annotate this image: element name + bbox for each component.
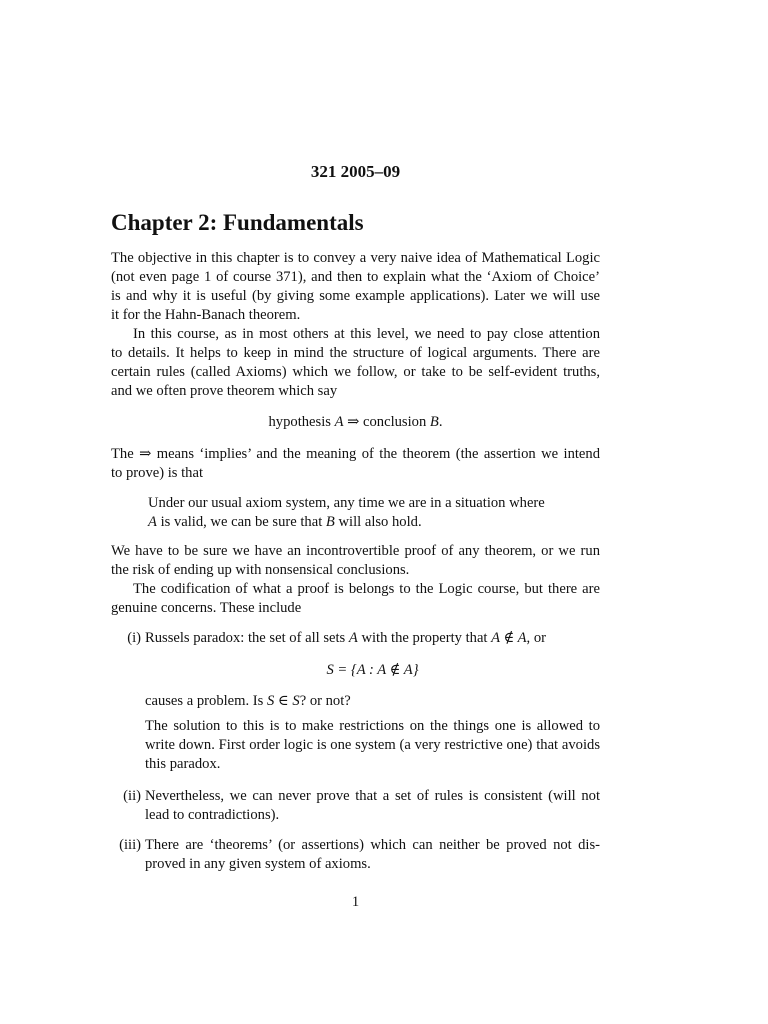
text-line: The ⇒ means ‘implies’ and the meaning of the theorem (the assertion we intend [111, 446, 600, 462]
paragraph-implies [111, 445, 600, 483]
list-item-number: (iii) [119, 837, 141, 853]
text-line: and we often prove theorem which say [111, 383, 338, 399]
course-header: 321 2005–09 [310, 162, 401, 181]
item-text: , or [526, 630, 547, 646]
text-line: genuine concerns. These include [111, 600, 302, 616]
math-variable: B [429, 414, 439, 430]
quote-line: Under our usual axiom system, any time we are in a situation where [148, 495, 545, 511]
text-line: lead to contradictions). [145, 807, 280, 823]
paragraph-details [111, 325, 600, 401]
display-text: hypothesis [268, 414, 335, 430]
text-line: There are ‘theorems’ (or assertions) which can neither be proved not dis- [145, 837, 600, 853]
item-text: with the property that [357, 630, 492, 646]
text-line: to details. It helps to keep in mind the structure of logical arguments. There are [111, 345, 600, 361]
quote-text: is valid, we can be sure that [156, 514, 326, 530]
math-variable: B [325, 514, 335, 530]
display-implication [111, 413, 600, 432]
text-line: The objective in this chapter is to convey a very naive idea of Mathematical Logic [111, 250, 600, 266]
text-line: We have to be sure we have an incontrovertible proof of any theorem, or we run [111, 543, 600, 559]
text-line: (not even page 1 of course 371), and then to explain what the ‘Axiom of Choice’ [111, 269, 600, 285]
quote-text: will also hold. [334, 514, 422, 530]
implies-symbol: ⇒ [343, 414, 364, 430]
text-line: is and why it is useful (by giving some example applications). Later we will use [111, 288, 600, 304]
paragraph-intro [111, 249, 600, 325]
text-line: The codification of what a proof is belongs to the Logic course, but there are [133, 581, 600, 597]
item-text: ? or not? [299, 693, 351, 709]
list-item-number: (ii) [123, 788, 141, 804]
math-expression: A ∉ A [491, 630, 527, 646]
list-item-ii [111, 787, 600, 825]
quote-block [148, 494, 600, 532]
math-variable: A [348, 630, 358, 646]
text-line [145, 692, 600, 711]
list-item-body [145, 787, 600, 825]
text-line: Nevertheless, we can never prove that a set of rules is consistent (will not [145, 788, 600, 804]
item-text: causes a problem. Is [145, 693, 267, 709]
display-text: conclusion [363, 414, 430, 430]
list-item-i [111, 629, 600, 774]
sub-paragraph [145, 717, 600, 774]
document-page [111, 0, 600, 1024]
paragraph-proof [111, 542, 600, 580]
math-variable: A [334, 414, 344, 430]
text-line: In this course, as in most others at this level, we need to pay close attention [133, 326, 600, 342]
math-variable: A [148, 514, 157, 530]
display-russell-set: S = {A : A ∉ A} [326, 662, 419, 678]
math-expression: S ∈ S [266, 693, 300, 709]
page-number: 1 [351, 894, 360, 910]
display-text: . [438, 414, 443, 430]
text-line [145, 629, 600, 648]
text-line: this paradox. [145, 756, 221, 772]
list-item-body [145, 836, 600, 874]
text-line: certain rules (called Axioms) which we follow, or take to be self-evident truths, [111, 364, 600, 380]
text-line: write down. First order logic is one system (a very restrictive one) that avoids [145, 737, 600, 753]
text-line: proved in any given system of axioms. [145, 856, 371, 872]
list-item-number: (i) [127, 630, 141, 646]
list-item-iii [111, 836, 600, 874]
chapter-title: Chapter 2: Fundamentals [111, 210, 364, 235]
paragraph-concerns [111, 580, 600, 618]
text-line: it for the Hahn-Banach theorem. [111, 307, 301, 323]
text-line: the risk of ending up with nonsensical conclusions. [111, 562, 410, 578]
text-line: The solution to this is to make restrictions on the things one is allowed to [145, 718, 600, 734]
quote-line [148, 513, 600, 532]
text-line: to prove) is that [111, 465, 204, 481]
list-item-body [145, 629, 600, 774]
item-text: Russels paradox: the set of all sets [145, 630, 349, 646]
